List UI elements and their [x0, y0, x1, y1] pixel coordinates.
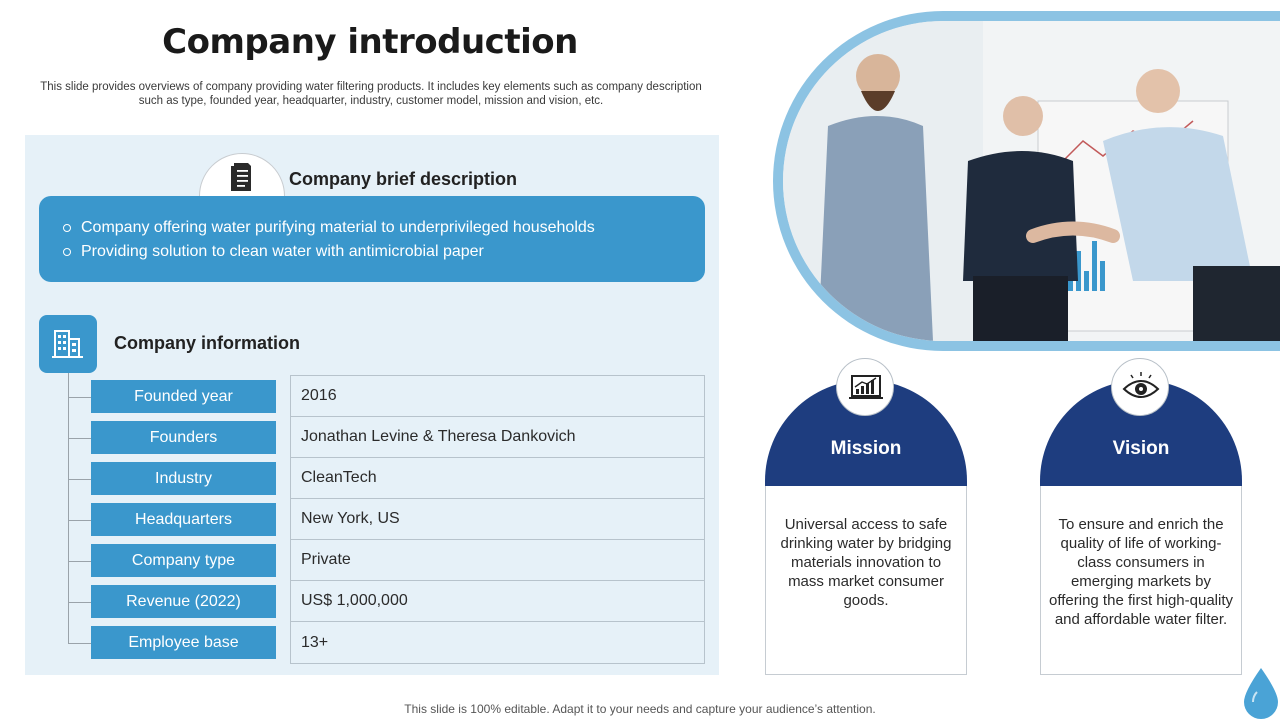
info-label: Company type	[91, 544, 276, 577]
company-info-icon-box	[39, 315, 97, 373]
info-label: Founded year	[91, 380, 276, 413]
document-icon	[230, 162, 252, 192]
slide-footer: This slide is 100% editable. Adapt it to your needs and capture your audience’s attention.	[404, 702, 876, 716]
info-label: Revenue (2022)	[91, 585, 276, 618]
tree-branch	[68, 561, 91, 562]
company-info-heading: Company information	[114, 333, 301, 353]
info-label: Headquarters	[91, 503, 276, 536]
info-label: Founders	[91, 421, 276, 454]
info-value: US$ 1,000,000	[291, 581, 704, 622]
brief-item-text: Company offering water purifying material to underprivileged households	[81, 219, 595, 236]
info-label: Employee base	[91, 626, 276, 659]
info-value: 13+	[291, 622, 704, 663]
growth-chart-icon	[837, 359, 895, 417]
building-icon	[39, 315, 97, 373]
company-info-table	[290, 375, 705, 664]
vision-text: To ensure and enrich the quality of life of working-class consumers in emerging markets by offering the first high-quality and affordable water filter.	[1049, 516, 1233, 628]
bullet-icon	[63, 248, 71, 256]
tree-branch	[68, 602, 91, 603]
tree-branch	[68, 438, 91, 439]
mission-icon-circle	[836, 358, 894, 416]
brief-item-text: Providing solution to clean water with antimicrobial paper	[81, 243, 484, 260]
list-item	[63, 240, 685, 264]
info-value: New York, US	[291, 499, 704, 540]
info-value: Private	[291, 540, 704, 581]
brief-description-heading: Company brief description	[289, 169, 518, 189]
mission-text: Universal access to safe drinking water by bridging materials innovation to mass market consumer goods.	[780, 516, 952, 609]
info-value: CleanTech	[291, 458, 704, 499]
mission-title: Mission	[830, 438, 902, 459]
vision-title: Vision	[1112, 438, 1170, 459]
water-drop-icon	[1242, 666, 1280, 720]
team-handshake-photo	[783, 21, 1280, 341]
bullet-icon	[63, 224, 71, 232]
list-item	[63, 216, 685, 240]
slide-subtitle: This slide provides overviews of company providing water filtering products. It includes key elements such as company description such as type, founded year, headquarter, industry, customer model, mission and vision, etc.	[40, 81, 702, 107]
info-label: Industry	[91, 462, 276, 495]
vision-icon-circle	[1111, 358, 1169, 416]
eye-icon	[1112, 359, 1170, 417]
team-photo-illustration	[783, 21, 1280, 341]
info-value: Jonathan Levine & Theresa Dankovich	[291, 417, 704, 458]
brief-description-box	[39, 196, 705, 282]
info-value: 2016	[291, 376, 704, 417]
tree-branch	[68, 397, 91, 398]
slide-title: Company introduction	[162, 22, 578, 62]
tree-branch	[68, 643, 91, 644]
tree-branch	[68, 520, 91, 521]
tree-branch	[68, 479, 91, 480]
